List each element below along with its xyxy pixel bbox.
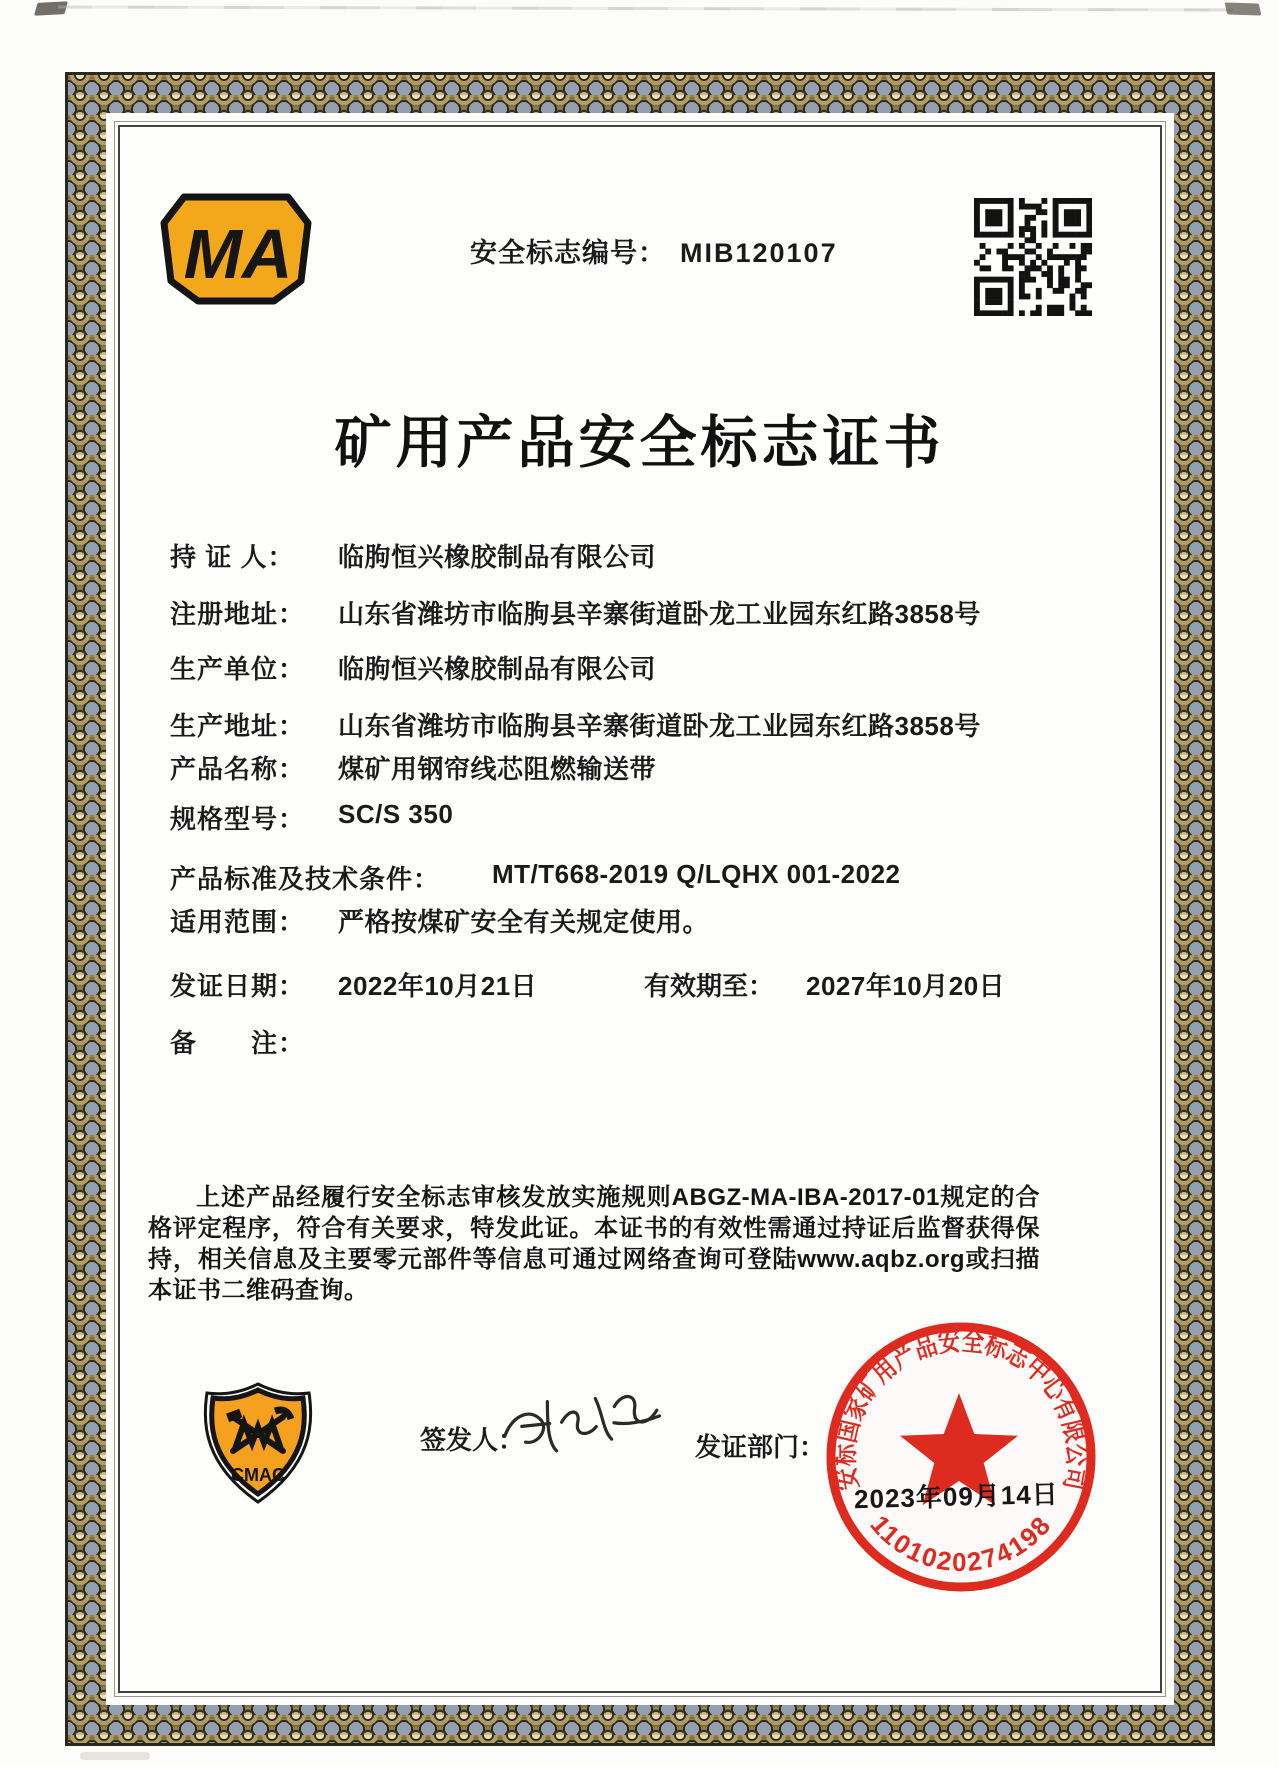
issue-date-value: 2022年10月21日 — [338, 971, 538, 1001]
scan-artifact-line — [58, 5, 1233, 11]
issue-date-label: 发证日期： — [170, 971, 306, 1001]
field-value: MT/T668-2019 Q/LQHX 001-2022 — [492, 859, 901, 889]
field-value: 山东省潍坊市临朐县辛寨街道卧龙工业园东红路3858号 — [338, 711, 981, 741]
field-value: 严格按煤矿安全有关规定使用。 — [338, 907, 710, 937]
issuer-label: 签发人： — [420, 1425, 525, 1455]
field-label: 规格型号： — [170, 804, 306, 834]
field-value: 煤矿用钢帘线芯阻燃输送带 — [338, 754, 657, 784]
scan-artifact-bottom — [80, 1752, 150, 1760]
field-label: 适用范围： — [170, 907, 306, 937]
scan-artifact-right — [1225, 2, 1262, 15]
safety-mark-number-line — [470, 231, 838, 270]
valid-until-value: 2027年10月20日 — [806, 971, 1006, 1001]
field-value: 临朐恒兴橡胶制品有限公司 — [338, 654, 657, 684]
safety-mark-number-value: MIB120107 — [680, 238, 838, 268]
scan-artifact-left — [34, 1, 68, 16]
field-value: 山东省潍坊市临朐县辛寨街道卧龙工业园东红路3858号 — [338, 599, 981, 629]
cmac-shield-logo-icon — [197, 1381, 319, 1507]
remark-label: 备 注： — [170, 1028, 306, 1058]
certificate-title: 矿用产品安全标志证书 — [334, 411, 945, 475]
field-value: SC/S 350 — [338, 799, 454, 829]
cmac-logo-text: CMAC — [231, 1465, 285, 1485]
stamp-date: 2023年09月14日 — [853, 1478, 1060, 1515]
field-label: 生产地址： — [170, 711, 306, 741]
red-official-stamp — [819, 1315, 1103, 1599]
safety-mark-number-label: 安全标志编号： — [470, 238, 666, 268]
stamp-number-text: 1101020274198 — [864, 1509, 1058, 1578]
field-label: 生产单位： — [170, 654, 306, 684]
conformity-statement: 上述产品经履行安全标志审核发放实施规则ABGZ-MA-IBA-2017-01规定的合格评定程序，符合有关要求，特发此证。本证书的有效性需通过持证后监督获得保持，相关信息及主要零元部件等信息可通过网络查询可登陆www.aqbz.org或扫描本证书二维码查询。 — [148, 1184, 1040, 1304]
stamp-ring-text: 安标国家矿用产品安全标志中心有限公司 — [828, 1324, 1094, 1499]
ma-logo-text: MA — [183, 215, 293, 293]
qr-code-icon — [974, 198, 1092, 316]
issuer-handwritten-signature — [498, 1386, 668, 1464]
field-label: 产品标准及技术条件： — [170, 864, 441, 894]
field-value: 临朐恒兴橡胶制品有限公司 — [338, 542, 657, 572]
field-label: 产品名称： — [170, 754, 306, 784]
ma-mining-safety-logo-icon — [160, 193, 312, 305]
field-label: 持 证 人： — [170, 542, 295, 572]
field-label: 注册地址： — [170, 599, 306, 629]
valid-until-label: 有效期至： — [644, 971, 775, 1001]
issuing-department-label: 发证部门： — [695, 1432, 826, 1462]
